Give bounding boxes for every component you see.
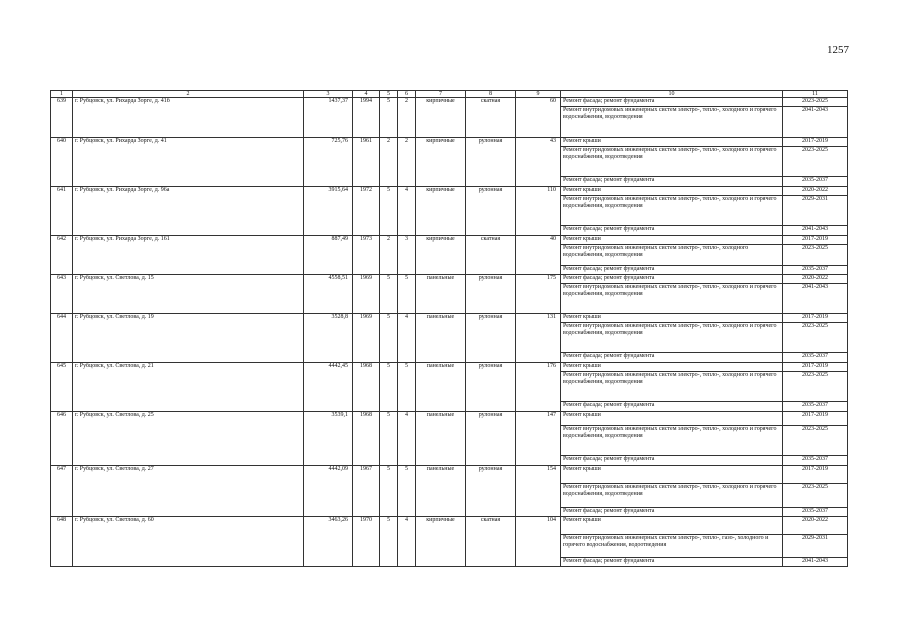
apartments-cell: 147 — [516, 412, 561, 466]
address-cell: г. Рубцовск, ул. Рихарда Зорге, д. 161 — [73, 236, 304, 275]
column-header: 6 — [398, 91, 416, 98]
work-description: Ремонт внутридомовых инженерных систем электро-, тепло-, газо-, холодного и горячего водоснабжения, водоотведения — [561, 535, 783, 558]
work-period: 2023-2025 — [783, 484, 848, 508]
apartments-cell: 176 — [516, 363, 561, 412]
work-description: Ремонт внутридомовых инженерных систем электро-, тепло-, холодного и горячего водоснабжения, водоотведения — [561, 426, 783, 456]
row-number: 641 — [51, 187, 73, 236]
floors-cell: 5 — [380, 275, 398, 314]
table-row — [51, 517, 848, 535]
walls-cell: панельные — [416, 466, 466, 517]
work-description: Ремонт внутридомовых инженерных систем электро-, тепло-, холодного и горячего водоснабжения, водоотведения — [561, 147, 783, 177]
walls-cell: кирпичные — [416, 517, 466, 567]
work-period: 2029-2031 — [783, 535, 848, 558]
row-number: 639 — [51, 98, 73, 138]
work-description: Ремонт фасада; ремонт фундамента — [561, 275, 783, 284]
walls-cell: панельные — [416, 412, 466, 466]
page-number: 1257 — [827, 44, 849, 56]
year-cell: 1972 — [353, 187, 380, 236]
work-description: Ремонт крыши — [561, 187, 783, 196]
address-cell: г. Рубцовск, ул. Светлова, д. 21 — [73, 363, 304, 412]
work-description: Ремонт внутридомовых инженерных систем электро-, тепло-, холодного водоснабжения, водоотведения — [561, 245, 783, 266]
work-period: 2035-2037 — [783, 353, 848, 363]
floors-cell: 5 — [380, 517, 398, 567]
row-number: 647 — [51, 466, 73, 517]
work-description: Ремонт крыши — [561, 363, 783, 372]
address-cell: г. Рубцовск, ул. Светлова, д. 27 — [73, 466, 304, 517]
header-row — [51, 91, 848, 98]
table-header — [51, 91, 848, 98]
work-period: 2029-2031 — [783, 196, 848, 226]
column-header: 9 — [516, 91, 561, 98]
work-period: 2041-2043 — [783, 226, 848, 236]
work-period: 2035-2037 — [783, 456, 848, 466]
table-body — [51, 98, 848, 567]
work-description: Ремонт фасада; ремонт фундамента — [561, 226, 783, 236]
year-cell: 1969 — [353, 275, 380, 314]
work-period: 2023-2025 — [783, 372, 848, 402]
row-number: 640 — [51, 138, 73, 187]
walls-cell: панельные — [416, 363, 466, 412]
work-description: Ремонт крыши — [561, 314, 783, 323]
year-cell: 1970 — [353, 517, 380, 567]
apartments-cell: 131 — [516, 314, 561, 363]
work-period: 2041-2043 — [783, 284, 848, 314]
work-period: 2017-2019 — [783, 466, 848, 484]
work-description: Ремонт фасада; ремонт фундамента — [561, 402, 783, 412]
work-period: 2035-2037 — [783, 402, 848, 412]
work-description: Ремонт внутридомовых инженерных систем электро-, тепло-, холодного и горячего водоснабжения, водоотведения — [561, 196, 783, 226]
entrances-cell: 4 — [398, 314, 416, 363]
work-period: 2041-2043 — [783, 558, 848, 567]
entrances-cell: 5 — [398, 275, 416, 314]
area-cell: 3463,26 — [304, 517, 353, 567]
entrances-cell: 2 — [398, 98, 416, 138]
walls-cell: кирпичные — [416, 236, 466, 275]
work-description: Ремонт внутридомовых инженерных систем электро-, тепло-, холодного и горячего водоснабжения, водоотведения — [561, 323, 783, 353]
column-header: 1 — [51, 91, 73, 98]
floors-cell: 5 — [380, 314, 398, 363]
work-description: Ремонт крыши — [561, 517, 783, 535]
work-description: Ремонт фасада; ремонт фундамента — [561, 266, 783, 275]
work-period: 2023-2025 — [783, 426, 848, 456]
work-period: 2020-2022 — [783, 517, 848, 535]
work-description: Ремонт внутридомовых инженерных систем электро-, тепло-, холодного и горячего водоснабжения, водоотведения — [561, 484, 783, 508]
work-description: Ремонт внутридомовых инженерных систем электро-, тепло-, холодного и горячего водоснабжения, водоотведения — [561, 284, 783, 314]
roof-cell: рулонная — [466, 275, 516, 314]
address-cell: г. Рубцовск, ул. Рихарда Зорге, д. 41 — [73, 138, 304, 187]
work-period: 2023-2025 — [783, 245, 848, 266]
table-row — [51, 187, 848, 196]
table-row — [51, 412, 848, 426]
table-row — [51, 466, 848, 484]
work-period: 2017-2019 — [783, 412, 848, 426]
address-cell: г. Рубцовск, ул. Светлова, д. 15 — [73, 275, 304, 314]
walls-cell: панельные — [416, 275, 466, 314]
entrances-cell: 3 — [398, 236, 416, 275]
year-cell: 1973 — [353, 236, 380, 275]
roof-cell: скатная — [466, 236, 516, 275]
work-period: 2023-2025 — [783, 98, 848, 107]
work-description: Ремонт крыши — [561, 466, 783, 484]
apartments-cell: 154 — [516, 466, 561, 517]
column-header: 3 — [304, 91, 353, 98]
floors-cell: 5 — [380, 412, 398, 466]
column-header: 11 — [783, 91, 848, 98]
roof-cell: скатная — [466, 517, 516, 567]
year-cell: 1994 — [353, 98, 380, 138]
area-cell: 4558,51 — [304, 275, 353, 314]
table-row — [51, 314, 848, 323]
floors-cell: 2 — [380, 138, 398, 187]
work-period: 2023-2025 — [783, 323, 848, 353]
entrances-cell: 5 — [398, 363, 416, 412]
floors-cell: 5 — [380, 363, 398, 412]
work-period: 2020-2022 — [783, 187, 848, 196]
year-cell: 1968 — [353, 363, 380, 412]
work-description: Ремонт фасада; ремонт фундамента — [561, 98, 783, 107]
apartments-cell: 40 — [516, 236, 561, 275]
repair-schedule-table — [50, 90, 848, 567]
column-header: 8 — [466, 91, 516, 98]
row-number: 648 — [51, 517, 73, 567]
walls-cell: кирпичные — [416, 187, 466, 236]
roof-cell: рулонная — [466, 466, 516, 517]
address-cell: г. Рубцовск, ул. Светлова, д. 60 — [73, 517, 304, 567]
work-period: 2041-2043 — [783, 107, 848, 138]
walls-cell: кирпичные — [416, 98, 466, 138]
work-description: Ремонт фасада; ремонт фундамента — [561, 353, 783, 363]
column-header: 7 — [416, 91, 466, 98]
row-number: 643 — [51, 275, 73, 314]
row-number: 642 — [51, 236, 73, 275]
area-cell: 3539,1 — [304, 412, 353, 466]
entrances-cell: 4 — [398, 187, 416, 236]
roof-cell: скатная — [466, 98, 516, 138]
apartments-cell: 43 — [516, 138, 561, 187]
work-period: 2017-2019 — [783, 314, 848, 323]
roof-cell: рулонная — [466, 138, 516, 187]
walls-cell: кирпичные — [416, 138, 466, 187]
column-header: 5 — [380, 91, 398, 98]
table-row — [51, 275, 848, 284]
work-description: Ремонт внутридомовых инженерных систем электро-, тепло-, холодного и горячего водоснабжения, водоотведения — [561, 372, 783, 402]
apartments-cell: 175 — [516, 275, 561, 314]
address-cell: г. Рубцовск, ул. Рихарда Зорге, д. 96а — [73, 187, 304, 236]
walls-cell: панельные — [416, 314, 466, 363]
year-cell: 1967 — [353, 466, 380, 517]
table-row — [51, 236, 848, 245]
floors-cell: 5 — [380, 466, 398, 517]
work-period: 2017-2019 — [783, 236, 848, 245]
row-number: 646 — [51, 412, 73, 466]
work-description: Ремонт крыши — [561, 138, 783, 147]
year-cell: 1961 — [353, 138, 380, 187]
work-period: 2023-2025 — [783, 147, 848, 177]
entrances-cell: 4 — [398, 517, 416, 567]
table-row — [51, 363, 848, 372]
apartments-cell: 60 — [516, 98, 561, 138]
address-cell: г. Рубцовск, ул. Рихарда Зорге, д. 41б — [73, 98, 304, 138]
entrances-cell: 5 — [398, 466, 416, 517]
column-header: 2 — [73, 91, 304, 98]
area-cell: 4442,09 — [304, 466, 353, 517]
work-description: Ремонт фасада; ремонт фундамента — [561, 508, 783, 517]
entrances-cell: 2 — [398, 138, 416, 187]
row-number: 645 — [51, 363, 73, 412]
work-period: 2020-2022 — [783, 275, 848, 284]
table-row — [51, 98, 848, 107]
area-cell: 1437,37 — [304, 98, 353, 138]
work-description: Ремонт фасада; ремонт фундамента — [561, 456, 783, 466]
floors-cell: 2 — [380, 236, 398, 275]
work-period: 2017-2019 — [783, 138, 848, 147]
year-cell: 1968 — [353, 412, 380, 466]
apartments-cell: 110 — [516, 187, 561, 236]
roof-cell: рулонная — [466, 363, 516, 412]
area-cell: 887,49 — [304, 236, 353, 275]
work-period: 2035-2037 — [783, 508, 848, 517]
work-description: Ремонт фасада; ремонт фундамента — [561, 177, 783, 187]
floors-cell: 5 — [380, 98, 398, 138]
area-cell: 4442,45 — [304, 363, 353, 412]
entrances-cell: 4 — [398, 412, 416, 466]
apartments-cell: 104 — [516, 517, 561, 567]
column-header: 10 — [561, 91, 783, 98]
work-description: Ремонт крыши — [561, 236, 783, 245]
work-period: 2017-2019 — [783, 363, 848, 372]
area-cell: 725,76 — [304, 138, 353, 187]
work-description: Ремонт внутридомовых инженерных систем электро-, тепло-, холодного и горячего водоснабжения, водоотведения — [561, 107, 783, 138]
roof-cell: рулонная — [466, 412, 516, 466]
column-header: 4 — [353, 91, 380, 98]
address-cell: г. Рубцовск, ул. Светлова, д. 25 — [73, 412, 304, 466]
year-cell: 1969 — [353, 314, 380, 363]
work-period: 2035-2037 — [783, 177, 848, 187]
work-description: Ремонт крыши — [561, 412, 783, 426]
roof-cell: рулонная — [466, 314, 516, 363]
floors-cell: 5 — [380, 187, 398, 236]
area-cell: 3915,64 — [304, 187, 353, 236]
area-cell: 3528,8 — [304, 314, 353, 363]
table-row — [51, 138, 848, 147]
address-cell: г. Рубцовск, ул. Светлова, д. 19 — [73, 314, 304, 363]
work-description: Ремонт фасада; ремонт фундамента — [561, 558, 783, 567]
work-period: 2035-2037 — [783, 266, 848, 275]
row-number: 644 — [51, 314, 73, 363]
roof-cell: рулонная — [466, 187, 516, 236]
